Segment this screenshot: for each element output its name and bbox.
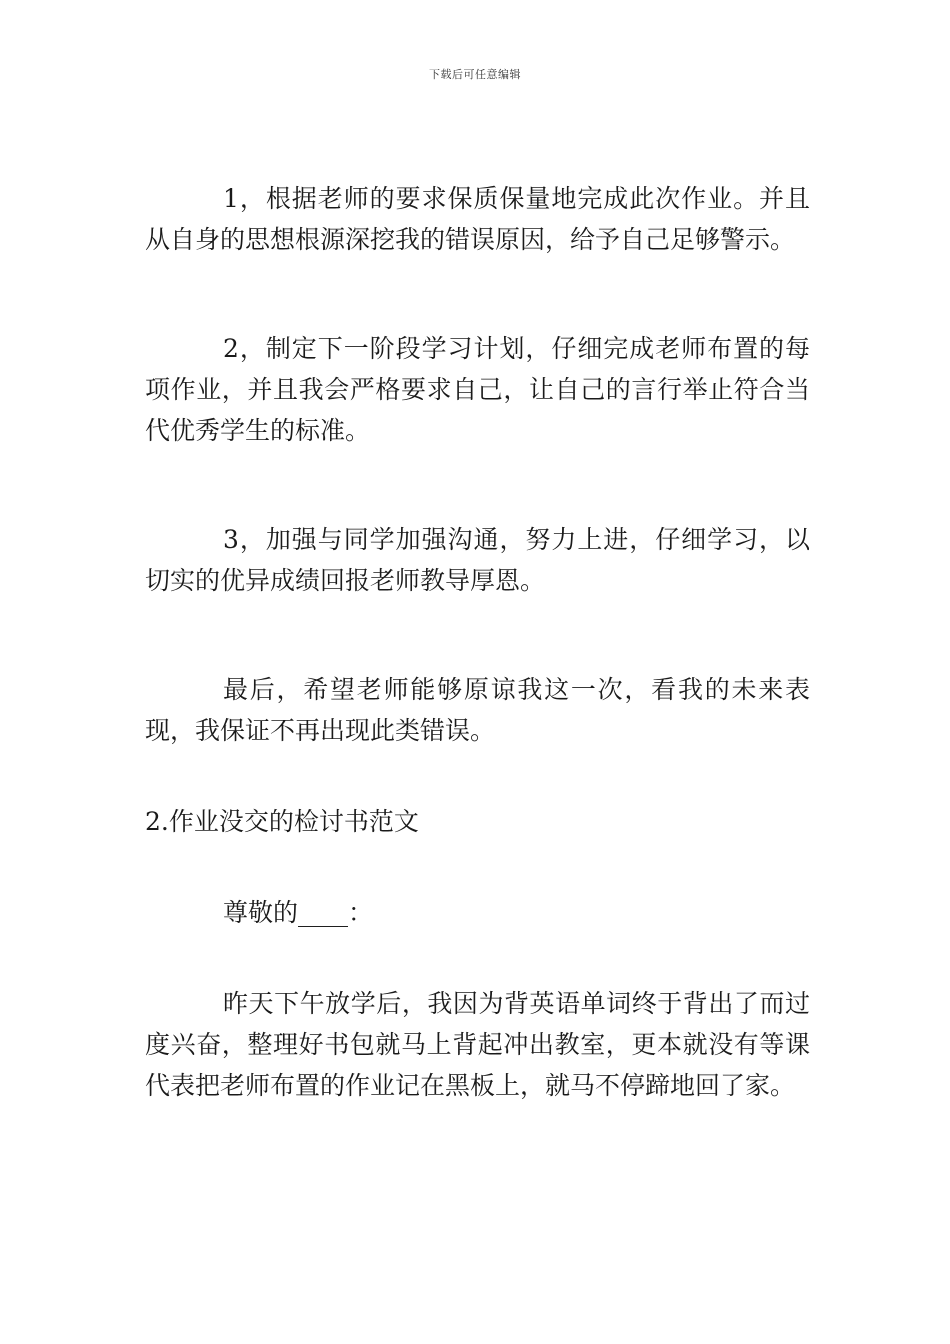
paragraph-3: 3，加强与同学加强沟通，努力上进，仔细学习，以切实的优异成绩回报老师教导厚恩。 xyxy=(145,525,810,595)
page-header: 下载后可任意编辑 xyxy=(429,68,521,81)
paragraph-spacer xyxy=(145,601,810,669)
paragraph-spacer xyxy=(145,260,810,328)
paragraph-1: 1，根据老师的要求保质保量地完成此次作业。并且从自身的思想根源深挖我的错误原因，给予自己足够警示。 xyxy=(145,184,810,254)
section-title: 2.作业没交的检讨书范文 xyxy=(145,807,419,836)
body-paragraph: 昨天下午放学后，我因为背英语单词终于背出了而过度兴奋，整理好书包就马上背起冲出教室，更本就没有等课代表把老师布置的作业记在黑板上，就马不停蹄地回了家。 xyxy=(145,989,810,1100)
paragraph-spacer xyxy=(145,933,810,983)
paragraph-spacer xyxy=(145,842,810,892)
paragraph-closing: 最后，希望老师能够原谅我这一次，看我的未来表现，我保证不再出现此类错误。 xyxy=(145,675,810,745)
salutation: 尊敬的____： xyxy=(223,898,374,927)
paragraph-spacer xyxy=(145,451,810,519)
paragraph-spacer xyxy=(145,751,810,801)
document-body xyxy=(145,178,810,1106)
paragraph-2: 2，制定下一阶段学习计划，仔细完成老师布置的每项作业，并且我会严格要求自己，让自己的言行举止符合当代优秀学生的标准。 xyxy=(145,334,810,445)
